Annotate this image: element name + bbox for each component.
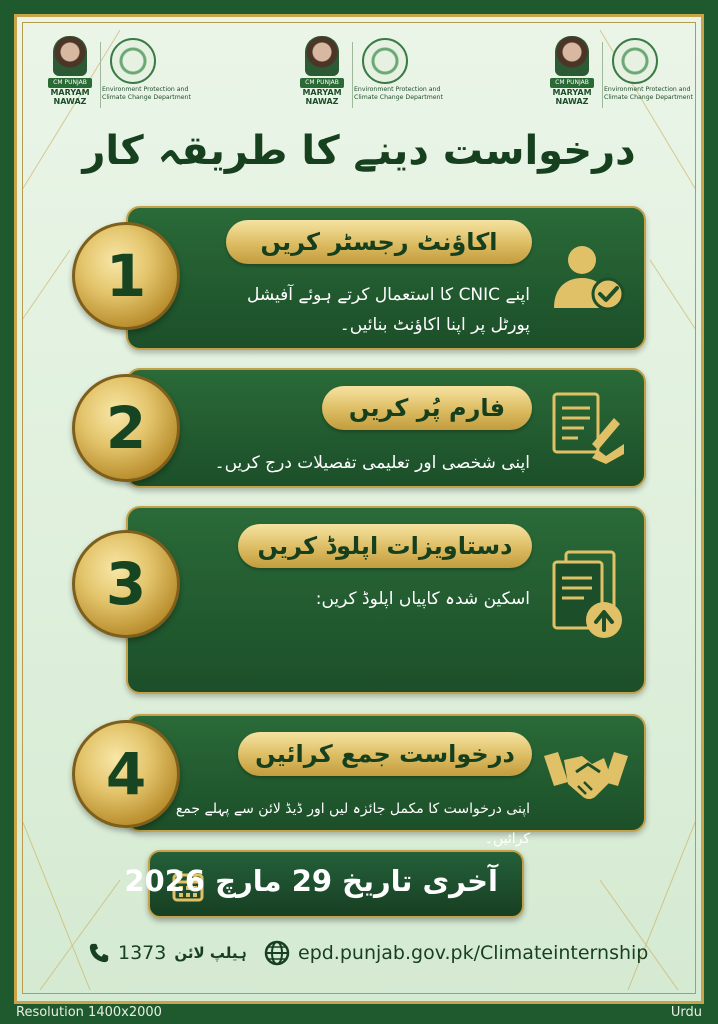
- form-pen-icon: [548, 388, 630, 468]
- step-number-badge: 3: [72, 530, 180, 638]
- resolution-label: Resolution 1400x2000: [16, 1005, 162, 1020]
- step-description-line1: اپنے CNIC کا استعمال کرتے ہوئے آفیشل: [246, 285, 530, 305]
- step-number-badge: 1: [72, 222, 180, 330]
- deadline-text: آخری تاریخ 29 مارچ 2026: [124, 864, 498, 898]
- logo-divider: [602, 42, 603, 108]
- step-heading: فارم پُر کریں: [322, 386, 532, 430]
- logo-group-right: [546, 36, 716, 116]
- phone-icon: [88, 942, 110, 964]
- deadline-banner: [124, 850, 524, 918]
- department-name: Environment Protection and Climate Change Department: [102, 86, 191, 101]
- step-description-line1: اسکین شدہ کاپیاں اپلوڈ کریں:: [315, 589, 530, 609]
- logo-group-center: [296, 36, 466, 116]
- logo-divider: [100, 42, 101, 108]
- logo-group-left: [44, 36, 214, 116]
- step-number-badge: 4: [72, 720, 180, 828]
- helpline-label: ہیلپ لائن: [174, 944, 247, 962]
- website-url: epd.punjab.gov.pk/Climateinternship: [298, 942, 649, 964]
- step-description-line2: پورٹل پر اپنا اکاؤنٹ بنائیں۔: [339, 315, 530, 335]
- step-description: [190, 280, 530, 340]
- cm-name-line2: NAWAZ: [555, 97, 589, 106]
- globe-icon: [264, 940, 290, 966]
- step-number-badge: 2: [72, 374, 180, 482]
- step-description-line1: اپنی شخصی اور تعلیمی تفصیلات درج کریں۔: [214, 453, 530, 473]
- step-description: [190, 448, 530, 478]
- cm-name-line2: NAWAZ: [53, 97, 87, 106]
- language-label: Urdu: [670, 1005, 702, 1020]
- punjab-emblem-icon: [612, 38, 658, 84]
- step-description: [170, 794, 530, 854]
- portrait-image: [53, 36, 87, 76]
- website-link[interactable]: [264, 938, 648, 968]
- handshake-icon: [542, 742, 630, 808]
- logo-divider: [352, 42, 353, 108]
- step-description: [210, 584, 530, 614]
- cm-name-line1: MARYAM: [50, 88, 90, 97]
- cm-portrait: [548, 36, 596, 116]
- cm-badge: CM PUNJAB: [550, 78, 594, 88]
- department-name: Environment Protection and Climate Change Department: [354, 86, 443, 101]
- cm-badge: CM PUNJAB: [300, 78, 344, 88]
- cm-name-line2: NAWAZ: [305, 97, 339, 106]
- cm-portrait: [46, 36, 94, 116]
- helpline[interactable]: [88, 938, 247, 968]
- department-name: Environment Protection and Climate Change Department: [604, 86, 693, 101]
- cm-portrait: [298, 36, 346, 116]
- step-heading: دستاویزات اپلوڈ کریں: [238, 524, 532, 568]
- step-heading: اکاؤنٹ رجسٹر کریں: [226, 220, 532, 264]
- punjab-emblem-icon: [362, 38, 408, 84]
- cm-name-line1: MARYAM: [552, 88, 592, 97]
- page-title: درخواست دینے کا طریقہ کار: [82, 128, 636, 174]
- cm-name-line1: MARYAM: [302, 88, 342, 97]
- step-heading: درخواست جمع کرائیں: [238, 732, 532, 776]
- punjab-emblem-icon: [110, 38, 156, 84]
- cm-badge: CM PUNJAB: [48, 78, 92, 88]
- helpline-number: 1373: [118, 942, 167, 964]
- document-upload-icon: [546, 548, 630, 644]
- portrait-image: [305, 36, 339, 76]
- user-check-icon: [548, 234, 630, 316]
- step-description-line1: اپنی درخواست کا مکمل جائزہ لیں اور ڈیڈ لائن سے پہلے جمع کرائیں۔: [175, 801, 530, 847]
- portrait-image: [555, 36, 589, 76]
